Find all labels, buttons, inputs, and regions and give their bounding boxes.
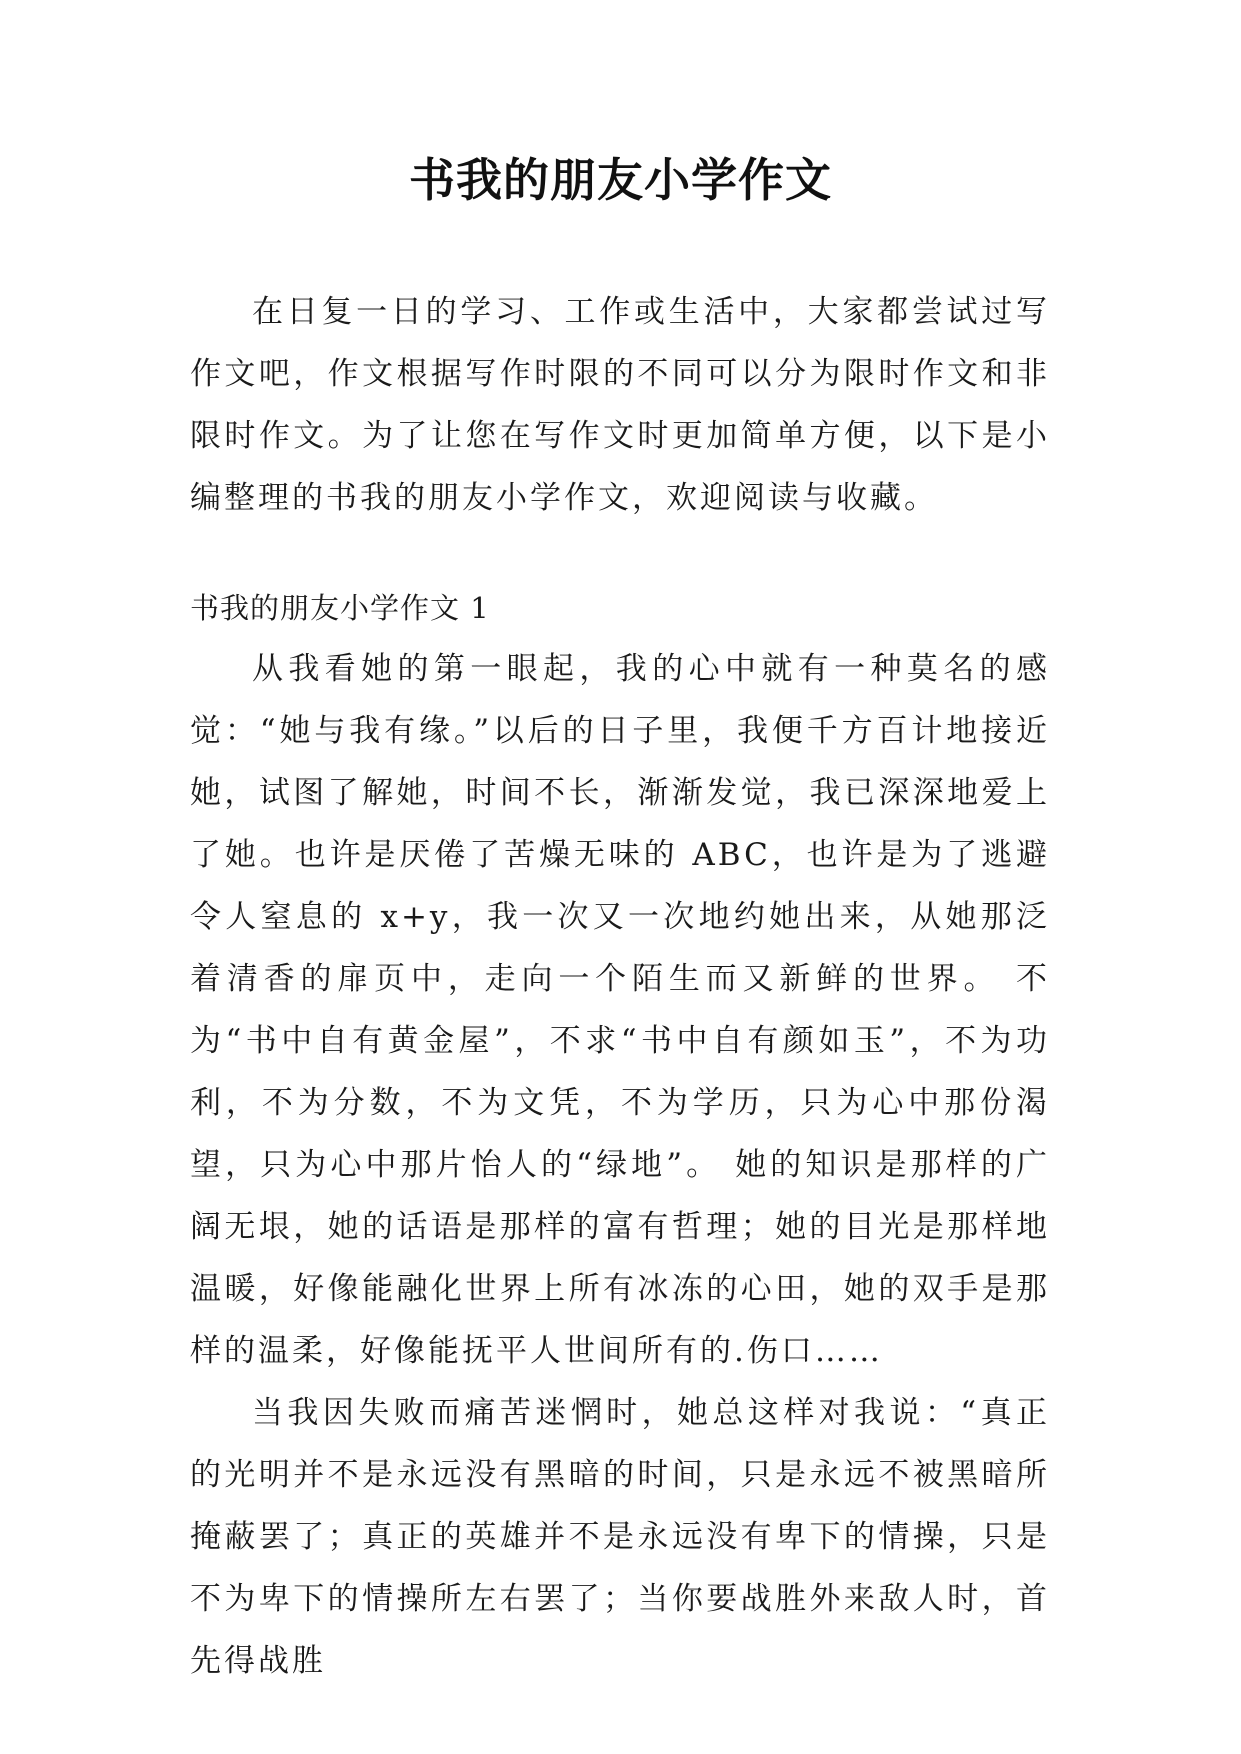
intro-section [190,281,1050,529]
body-paragraph-2: 当我因失败而痛苦迷惘时，她总这样对我说：“真正的光明并不是永远没有黑暗的时间，只是永远不被黑暗所掩蔽罢了；真正的英雄并不是永远没有卑下的情操，只是不为卑下的情操所左右罢了；当你要战胜外来敌人时，首先得战胜 [190,1395,1050,1679]
body-paragraph-1: 从我看她的第一眼起，我的心中就有一种莫名的感觉：“她与我有缘。”以后的日子里，我便千方百计地接近她，试图了解她，时间不长，渐渐发觉，我已深深地爱上了她。也许是厌倦了苦燥无味的 ABC，也许是为了逃避令人窒息的 x+y，我一次又一次地约她出来，从她那泛着清香的扉页中，走向一个陌生而又新鲜的世界。 不为“书中自有黄金屋”，不求“书中自有颜如玉”，不为功利，不为分数，不为文凭，不为学历，只为心中那份渴望，只为心中那片怡人的“绿地”。 她的知识是那样的广阔无垠，她的话语是那样的富有哲理；她的目光是那样地温暖，好像能融化世界上所有冰冻的心田，她的双手是那样的温柔，好像能抚平人世间所有的.伤口…… [190,651,1050,1369]
section-heading: 书我的朋友小学作文 1 [190,591,490,625]
document-title: 书我的朋友小学作文 [409,153,832,207]
intro-paragraph: 在日复一日的学习、工作或生活中，大家都尝试过写作文吧，作文根据写作时限的不同可以分为限时作文和非限时作文。为了让您在写作文时更加简单方便，以下是小编整理的书我的朋友小学作文，欢迎阅读与收藏。 [190,294,1050,516]
section-body [190,638,1050,1692]
